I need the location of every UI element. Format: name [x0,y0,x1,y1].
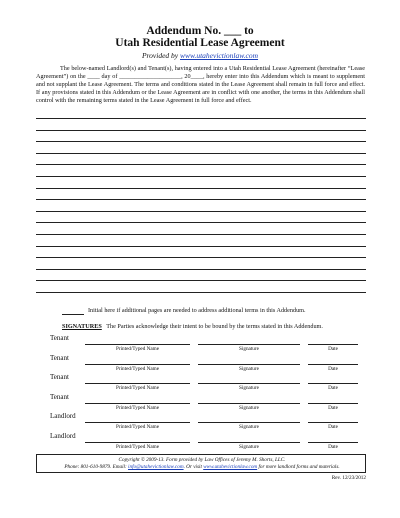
printed-name-line[interactable] [85,403,190,404]
terms-line[interactable] [36,269,366,270]
printed-name-line[interactable] [85,383,190,384]
provided-link[interactable]: www.utahevictionlaw.com [180,51,259,60]
date-line[interactable] [308,383,358,384]
initial-row [36,307,366,315]
signature-line[interactable] [198,403,300,404]
signatures-heading: SIGNATURES [62,323,102,330]
printed-name-caption: Printed/Typed Name [116,346,159,352]
terms-line[interactable] [36,118,366,119]
printed-name-caption: Printed/Typed Name [116,385,159,391]
date-caption: Date [328,404,338,411]
terms-line[interactable] [36,280,366,281]
date-line[interactable] [308,344,358,345]
party-label: Tenant [50,392,69,401]
signature-line[interactable] [198,344,300,345]
signature-line[interactable] [198,422,300,423]
printed-name-line[interactable] [85,364,190,365]
party-label: Landlord [50,412,76,420]
date-line[interactable] [308,442,358,443]
terms-line[interactable] [36,176,366,177]
signature-caption: Signature [239,385,259,391]
party-label: Tenant [50,373,69,381]
date-caption: Date [328,385,338,391]
revision-date: Rev. 12/23/2012 [331,475,366,481]
provided-by [0,51,400,60]
printed-name-line[interactable] [85,442,190,443]
footer-contact [37,464,367,470]
date-line[interactable] [308,422,358,423]
footer-tail: for more landlord forms and materials. [257,464,340,470]
date-line[interactable] [308,403,358,404]
party-label: Landlord [50,431,76,440]
date-caption: Date [328,424,338,430]
printed-name-caption: Printed/Typed Name [116,404,159,411]
signature-line[interactable] [198,383,300,384]
terms-line[interactable] [36,222,366,223]
terms-line[interactable] [36,257,366,258]
terms-line[interactable] [36,130,366,131]
party-label: Tenant [50,334,69,342]
signature-caption: Signature [239,443,259,450]
terms-line[interactable] [36,292,366,293]
terms-line[interactable] [36,199,366,200]
agreement-title: Utah Residential Lease Agreement [115,37,285,49]
date-caption: Date [328,365,338,372]
footer-box [36,454,366,473]
signature-caption: Signature [239,365,259,372]
initial-blank[interactable] [62,308,84,315]
terms-line[interactable] [36,246,366,247]
addendum-title: Addendum No. ___ to [146,25,254,37]
intro-paragraph: The below-named Landlord(s) and Tenant(s), having entered into a Utah Residential Lease Agreement (hereinafter “Lease Agreement”) on the ____ day of ____________________, 20____, hereby enter into this Addendum which is meant to supplement and not supplant the Lease Agreement. The terms and conditions stated in the Lease Agreement shall remain in full force and effect. If any provisions stated in this Addendum or the Lease Agreement are in conflict with one another, the terms in this Addendum shall control with the remaining terms stated in the Lease Agreement in full force and effect. [36,65,365,104]
provided-prefix: Provided by [141,51,180,60]
terms-line[interactable] [36,141,366,142]
date-caption: Date [328,346,338,352]
party-label: Tenant [50,353,69,362]
date-caption: Date [328,443,338,450]
printed-name-caption: Printed/Typed Name [116,424,159,430]
signatures-row [36,323,366,331]
signature-caption: Signature [239,424,259,430]
initial-note: Initial here if additional pages are needed to address additional terms in this Addendum. [88,307,306,314]
footer-phone: Phone: 801-610-9879. Email: [64,464,129,470]
terms-line[interactable] [36,153,366,154]
printed-name-line[interactable] [85,422,190,423]
terms-line[interactable] [36,211,366,212]
terms-line[interactable] [36,188,366,189]
terms-line[interactable] [36,234,366,235]
signature-line[interactable] [198,364,300,365]
signature-line[interactable] [198,442,300,443]
footer-site-link[interactable]: www.utahevictionlaw.com [203,464,258,470]
signature-caption: Signature [239,346,259,352]
footer-copyright: Copyright © 2009-13. Form provided by Law Offices of Jeremy M. Shorts, LLC. [118,457,286,463]
signatures-statement: The Parties acknowledge their intent to be bound by the terms stated in this Addendum. [106,323,323,330]
printed-name-line[interactable] [85,344,190,345]
signature-caption: Signature [239,404,259,411]
date-line[interactable] [308,364,358,365]
footer-or-visit: . Or visit [183,464,204,470]
terms-line[interactable] [36,164,366,165]
printed-name-caption: Printed/Typed Name [116,365,159,372]
printed-name-caption: Printed/Typed Name [116,443,159,450]
footer-email[interactable]: info@utahevictionlaw.com [128,464,184,470]
